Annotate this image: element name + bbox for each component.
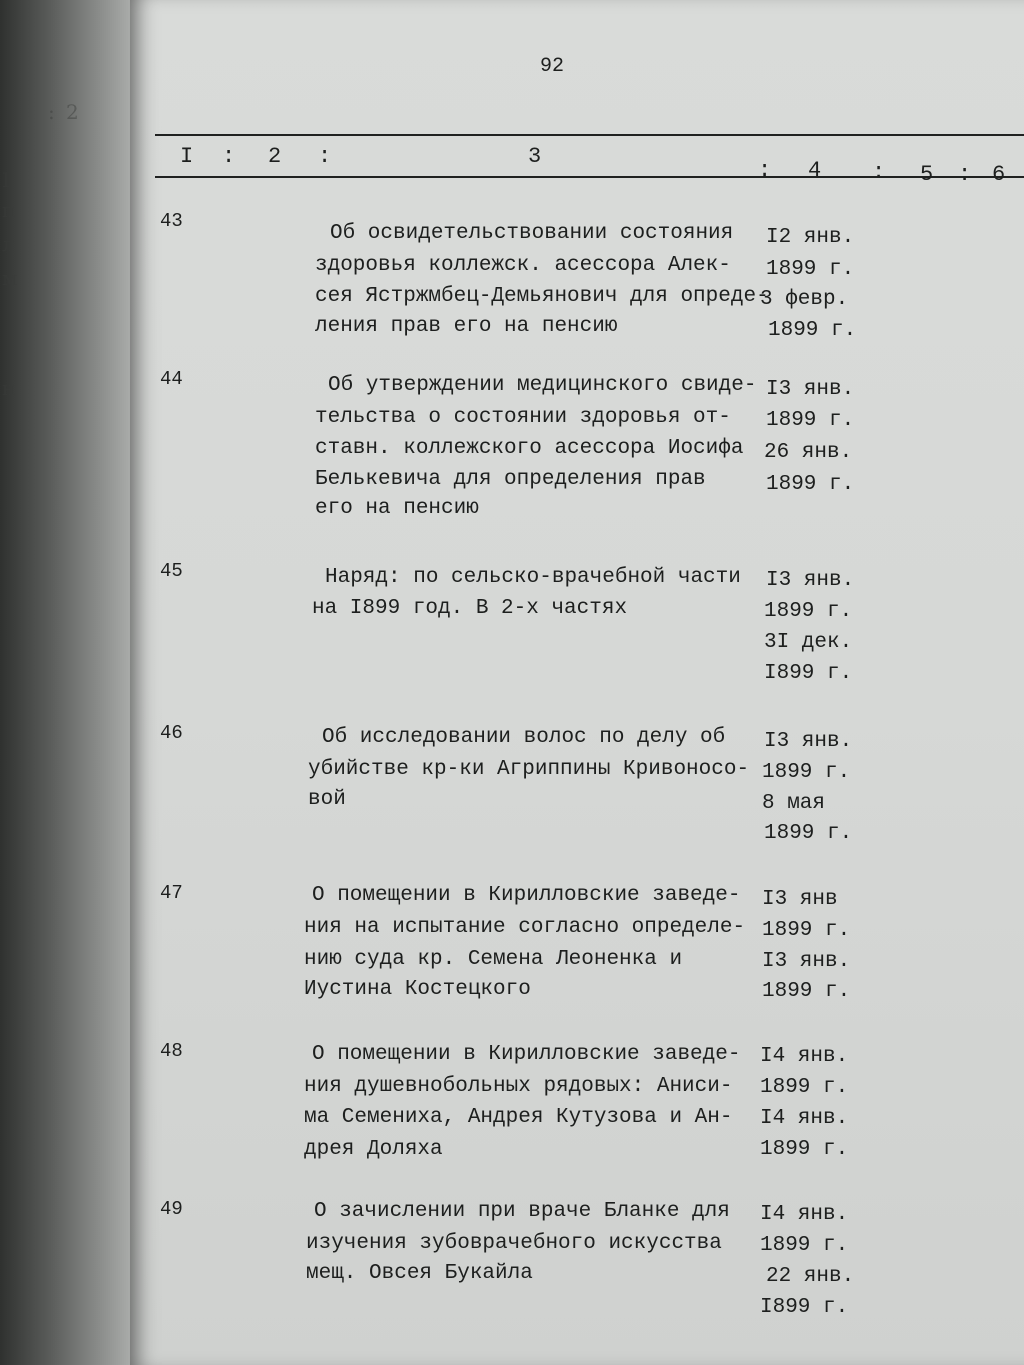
record-title-line: его на пенсию — [315, 497, 479, 520]
facing-page-fragment: л — [2, 232, 15, 256]
header-separator: : — [958, 162, 972, 187]
header-col-6: 6 — [992, 162, 1006, 187]
facing-page-fragment: н — [2, 376, 16, 400]
record-number: 48 — [160, 1040, 183, 1062]
record-date: 1899 г. — [768, 319, 857, 342]
record-title-line: изучения зубоврачебного искусства — [306, 1232, 722, 1255]
facing-page-fragment: : — [48, 100, 55, 124]
record-title-line: ления прав его на пенсию — [315, 315, 618, 338]
record-date: I2 янв. — [766, 226, 855, 249]
record-number: 45 — [160, 560, 183, 582]
record-date: I3 янв. — [766, 569, 855, 592]
facing-page-edge — [0, 0, 130, 1365]
record-date: I899 г. — [764, 662, 853, 685]
page-number: 92 — [540, 55, 565, 78]
header-separator: : — [872, 160, 886, 185]
facing-page-fragment: м — [2, 266, 18, 290]
record-date: 1899 г. — [766, 258, 855, 281]
facing-page-fragment: п — [2, 198, 16, 222]
header-rule-bottom — [155, 176, 1024, 178]
header-rule-top — [155, 134, 1024, 136]
record-number: 46 — [160, 722, 183, 744]
header-separator: : — [222, 144, 236, 169]
record-title-line: Об исследовании волос по делу об — [322, 726, 726, 749]
record-title-line: тельства о состоянии здоровья от- — [315, 406, 731, 429]
record-title-line: Наряд: по сельско-врачебной части — [325, 566, 741, 589]
record-date: 3 февр. — [760, 288, 849, 311]
record-title-line: мещ. Овсея Букайла — [306, 1262, 533, 1285]
record-title-line: О зачислении при враче Бланке для — [314, 1200, 730, 1223]
record-title-line: О помещении в Кирилловские заведе- — [312, 884, 741, 907]
record-date: I3 янв. — [766, 378, 855, 401]
record-title-line: ма Семениха, Андрея Кутузова и Ан- — [304, 1106, 733, 1129]
record-date: 1899 г. — [766, 409, 855, 432]
record-date: 3I дек. — [764, 631, 853, 654]
record-title-line: Об освидетельствовании состояния — [330, 222, 734, 245]
record-number: 44 — [160, 368, 183, 390]
record-date: I3 янв. — [762, 950, 851, 973]
record-title-line: сея Ястржмбец-Демьянович для опреде- — [315, 285, 769, 308]
record-number: 47 — [160, 882, 183, 904]
record-title-line: нию суда кр. Семена Леоненка и — [304, 948, 683, 971]
record-title-line: на I899 год. В 2-х частях — [312, 597, 628, 620]
header-separator: : — [758, 158, 772, 183]
record-date: I4 янв. — [760, 1203, 849, 1226]
record-date: 8 мая — [762, 792, 826, 815]
record-date: 22 янв. — [766, 1265, 855, 1288]
header-col-2: 2 — [268, 144, 282, 169]
record-title-line: О помещении в Кирилловские заведе- — [312, 1043, 741, 1066]
record-date: I899 г. — [760, 1296, 849, 1319]
record-title-line: Белькевича для определения прав — [315, 468, 706, 491]
record-date: I4 янв. — [760, 1107, 849, 1130]
record-date: 1899 г. — [766, 473, 855, 496]
facing-page-fragment: 2 — [66, 100, 79, 124]
record-date: I3 янв. — [764, 730, 853, 753]
record-date: 26 янв. — [764, 441, 853, 464]
record-date: 1899 г. — [760, 1076, 849, 1099]
record-title-line: ставн. коллежского асессора Иосифа — [315, 437, 744, 460]
record-date: 1899 г. — [762, 919, 851, 942]
record-number: 49 — [160, 1198, 183, 1220]
record-date: 1899 г. — [760, 1138, 849, 1161]
record-date: 1899 г. — [760, 1234, 849, 1257]
document-page — [130, 0, 1024, 1365]
record-number: 43 — [160, 210, 183, 232]
record-title-line: Иустина Костецкого — [304, 978, 531, 1001]
record-title-line: здоровья коллежск. асессора Алек- — [315, 254, 731, 277]
record-date: I3 янв — [762, 888, 838, 911]
header-separator: : — [318, 144, 332, 169]
facing-page-fragment: I — [2, 168, 10, 192]
record-date: 1899 г. — [762, 980, 851, 1003]
record-title-line: вой — [308, 788, 346, 811]
header-col-3: 3 — [528, 144, 542, 169]
record-title-line: ния на испытание согласно определе- — [304, 916, 746, 939]
record-date: I4 янв. — [760, 1045, 849, 1068]
record-title-line: дрея Доляха — [304, 1138, 443, 1161]
record-date: 1899 г. — [762, 761, 851, 784]
header-col-1: I — [180, 144, 194, 169]
record-date: 1899 г. — [764, 600, 853, 623]
record-date: 1899 г. — [764, 822, 853, 845]
record-title-line: Об утверждении медицинского свиде- — [328, 374, 757, 397]
record-title-line: ния душевнобольных рядовых: Аниси- — [304, 1075, 733, 1098]
record-title-line: убийстве кр-ки Агриппины Кривоносо- — [308, 758, 750, 781]
header-col-5: 5 — [920, 162, 934, 187]
header-col-4: 4 — [808, 158, 822, 183]
